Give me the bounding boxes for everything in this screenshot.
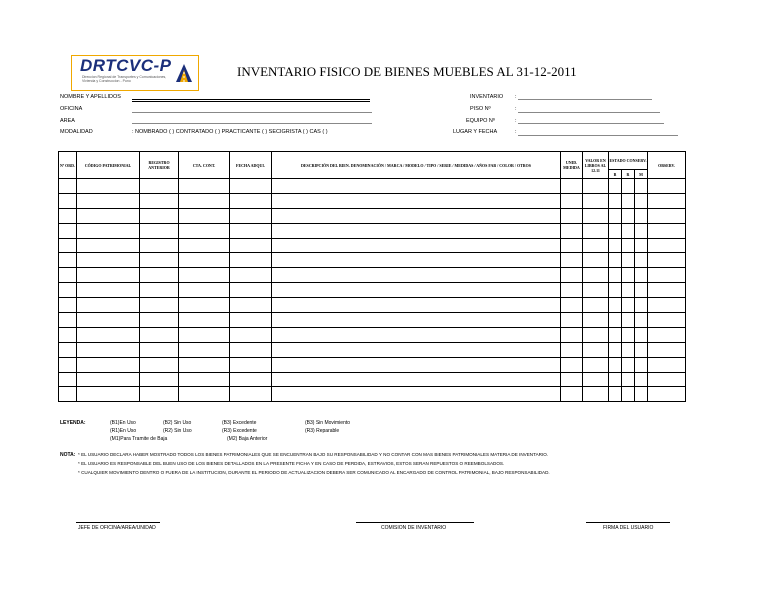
table-cell[interactable] (140, 298, 179, 313)
nota-line: * EL USUARIO ES RESPONSABLE DEL BUEN USO DE LOS BIENES DETALLADOS EN LA PRESENTE FICHA Y EN CASO DE PERDIDA, ESTRAVIOS, ESTOS SERAN REPUESTOS O REEMBOLSADOS. (78, 461, 505, 466)
nota-line: * EL USUARIO DECLARA HABER MOSTRADO TODOS LOS BIENES PATRIMONIALES QUE SE ENCUENTRAN BAJO SU RESPONSABILIDAD Y NO CONTAR CON MAS BIENES PATRIMONIALES MATERIA DE INVENTARIO. (78, 452, 549, 457)
table-cell[interactable] (77, 193, 140, 208)
field-piso-line[interactable] (518, 112, 660, 113)
field-label-modalidad: MODALIDAD (60, 129, 93, 135)
leyenda-item: (R3) Excedente (222, 428, 257, 434)
table-row (59, 179, 686, 194)
table-cell[interactable] (140, 179, 179, 194)
table-cell[interactable] (59, 327, 77, 342)
header-nro: Nº ORD. (59, 152, 77, 179)
table-cell[interactable] (561, 313, 583, 328)
table-cell[interactable] (561, 372, 583, 387)
field-label-nombre: NOMBRE Y APELLIDOS (60, 94, 121, 100)
table-cell[interactable] (622, 238, 635, 253)
table-cell[interactable] (583, 193, 609, 208)
table-cell[interactable] (230, 372, 272, 387)
logo-subtitle: Direccion Regional de Transportes y Comunicaciones, Vivienda y Construccion - Puno (82, 75, 167, 83)
table-cell[interactable] (622, 298, 635, 313)
table-cell[interactable] (272, 342, 561, 357)
table-cell[interactable] (59, 283, 77, 298)
table-cell[interactable] (140, 387, 179, 402)
table-cell[interactable] (561, 193, 583, 208)
table-cell[interactable] (648, 268, 686, 283)
table-cell[interactable] (609, 387, 622, 402)
table-cell[interactable] (622, 208, 635, 223)
table-cell[interactable] (179, 179, 230, 194)
table-cell[interactable] (609, 238, 622, 253)
table-cell[interactable] (622, 268, 635, 283)
table-cell[interactable] (622, 179, 635, 194)
table-cell[interactable] (230, 387, 272, 402)
table-row (59, 387, 686, 402)
table-cell[interactable] (140, 342, 179, 357)
table-cell[interactable] (583, 238, 609, 253)
table-cell[interactable] (648, 387, 686, 402)
leyenda-item: (M2) Baja Anterior (227, 436, 268, 442)
signature-line-jefe[interactable] (76, 522, 160, 523)
table-cell[interactable] (140, 208, 179, 223)
table-cell[interactable] (179, 208, 230, 223)
table-cell[interactable] (583, 268, 609, 283)
table-cell[interactable] (635, 357, 648, 372)
table-cell[interactable] (77, 283, 140, 298)
table-cell[interactable] (272, 298, 561, 313)
field-equipo-line[interactable] (518, 123, 664, 124)
table-cell[interactable] (140, 193, 179, 208)
leyenda-item: (M1)Para Tramite de Baja (110, 436, 168, 442)
table-cell[interactable] (583, 313, 609, 328)
table-cell[interactable] (635, 313, 648, 328)
table-cell[interactable] (622, 342, 635, 357)
table-cell[interactable] (77, 238, 140, 253)
table-cell[interactable] (609, 268, 622, 283)
leyenda-item: (B2) Sin Uso (163, 420, 192, 426)
table-cell[interactable] (230, 342, 272, 357)
table-cell[interactable] (140, 372, 179, 387)
table-cell[interactable] (561, 298, 583, 313)
table-cell[interactable] (609, 253, 622, 268)
leyenda-item: (B3) Excedente (222, 420, 257, 426)
table-row (59, 223, 686, 238)
table-cell[interactable] (622, 253, 635, 268)
table-cell[interactable] (561, 327, 583, 342)
table-cell[interactable] (179, 253, 230, 268)
field-nombre-line[interactable] (132, 99, 370, 100)
table-cell[interactable] (179, 327, 230, 342)
table-cell[interactable] (635, 387, 648, 402)
table-cell[interactable] (635, 298, 648, 313)
nota-line: * CUALQUIER MOVIMIENTO DENTRO O FUERA DE LA INSTITUCION, DURANTE EL PERIODO DE ACTUALIZACION DEBERA SER COMUNICADO AL ENCARGADO DE CONTROL PATRIMONIAL, BAJO RESPONSABILIDAD. (78, 470, 550, 475)
leyenda-item: (R3) Reparable (305, 428, 340, 434)
header-estado: ESTADO CONSERV. (609, 152, 648, 170)
table-cell[interactable] (561, 387, 583, 402)
table-cell[interactable] (635, 327, 648, 342)
table-cell[interactable] (272, 327, 561, 342)
table-cell[interactable] (179, 223, 230, 238)
leyenda-label: LEYENDA: (60, 420, 86, 426)
table-row (59, 357, 686, 372)
table-cell[interactable] (179, 342, 230, 357)
table-cell[interactable] (583, 357, 609, 372)
table-cell[interactable] (622, 327, 635, 342)
modalidad-options[interactable]: : NOMBRADO ( ) CONTRATADO ( ) PRACTICANTE ( ) SECIGRISTA ( ) CAS ( ) (132, 129, 328, 135)
header-codigo: CÓDIGO PATRIMONIAL (77, 152, 140, 179)
table-cell[interactable] (609, 179, 622, 194)
logo-text: DRTCVC-P (80, 56, 172, 75)
table-cell[interactable] (635, 238, 648, 253)
table-cell[interactable] (77, 387, 140, 402)
table-cell[interactable] (561, 342, 583, 357)
table-cell[interactable] (635, 208, 648, 223)
table-cell[interactable] (230, 283, 272, 298)
table-cell[interactable] (59, 179, 77, 194)
table-cell[interactable] (561, 268, 583, 283)
table-cell[interactable] (59, 238, 77, 253)
road-icon (174, 62, 194, 84)
table-cell[interactable] (609, 193, 622, 208)
field-label-lugar-fecha: LUGAR Y FECHA (453, 129, 498, 135)
table-row (59, 327, 686, 342)
table-cell[interactable] (77, 327, 140, 342)
table-cell[interactable] (230, 298, 272, 313)
table-cell[interactable] (583, 253, 609, 268)
table-cell[interactable] (648, 238, 686, 253)
field-label-oficina: OFICINA (60, 106, 83, 112)
table-cell[interactable] (140, 253, 179, 268)
table-cell[interactable] (561, 357, 583, 372)
table-cell[interactable] (179, 193, 230, 208)
table-cell[interactable] (140, 357, 179, 372)
field-oficina-line[interactable] (132, 112, 372, 113)
table-cell[interactable] (230, 238, 272, 253)
table-cell[interactable] (59, 193, 77, 208)
table-cell[interactable] (635, 283, 648, 298)
table-cell[interactable] (635, 372, 648, 387)
table-cell[interactable] (561, 238, 583, 253)
table-cell[interactable] (648, 223, 686, 238)
table-cell[interactable] (77, 253, 140, 268)
table-cell[interactable] (648, 179, 686, 194)
signature-line-comision[interactable] (356, 522, 474, 523)
table-cell[interactable] (272, 223, 561, 238)
table-cell[interactable] (59, 298, 77, 313)
table-cell[interactable] (609, 208, 622, 223)
table-cell[interactable] (179, 313, 230, 328)
table-cell[interactable] (230, 208, 272, 223)
table-cell[interactable] (272, 357, 561, 372)
nota-label: NOTA: (60, 452, 76, 458)
table-cell[interactable] (648, 208, 686, 223)
table-cell[interactable] (635, 223, 648, 238)
table-cell[interactable] (272, 268, 561, 283)
table-cell[interactable] (648, 357, 686, 372)
table-cell[interactable] (77, 298, 140, 313)
table-cell[interactable] (230, 179, 272, 194)
table-cell[interactable] (648, 313, 686, 328)
table-cell[interactable] (59, 313, 77, 328)
leyenda-item: (R2) Sin Uso (163, 428, 192, 434)
table-cell[interactable] (272, 238, 561, 253)
table-row (59, 313, 686, 328)
header-fecha: FECHA ADQUI. (230, 152, 272, 179)
field-label-equipo: EQUIPO Nº (466, 118, 495, 124)
table-cell[interactable] (648, 372, 686, 387)
table-cell[interactable] (179, 372, 230, 387)
table-row (59, 193, 686, 208)
table-cell[interactable] (583, 298, 609, 313)
table-cell[interactable] (635, 268, 648, 283)
field-inventario-line[interactable] (518, 99, 652, 100)
table-cell[interactable] (609, 342, 622, 357)
signature-label-comision: COMISION DE INVENTARIO (381, 525, 447, 531)
header-observ: OBSERV. (648, 152, 686, 179)
table-row (59, 208, 686, 223)
field-label-inventario: INVENTARIO (470, 94, 504, 100)
table-cell[interactable] (648, 253, 686, 268)
table-cell[interactable] (272, 208, 561, 223)
header-estado-r: R (622, 170, 635, 179)
table-cell[interactable] (561, 253, 583, 268)
table-cell[interactable] (140, 268, 179, 283)
signature-label-jefe: JEFE DE OFICINA/AREA/UNIDAD (78, 525, 156, 531)
table-cell[interactable] (77, 357, 140, 372)
table-row (59, 253, 686, 268)
table-cell[interactable] (272, 253, 561, 268)
table-cell[interactable] (77, 179, 140, 194)
table-cell[interactable] (59, 268, 77, 283)
table-cell[interactable] (583, 372, 609, 387)
leyenda-item: (B3) Sin Movimiento (305, 420, 351, 426)
table-cell[interactable] (179, 268, 230, 283)
table-cell[interactable] (609, 327, 622, 342)
table-cell[interactable] (648, 342, 686, 357)
table-row (59, 268, 686, 283)
table-cell[interactable] (59, 342, 77, 357)
logo (71, 55, 199, 91)
field-label-area: AREA (60, 118, 75, 124)
table-cell[interactable] (179, 238, 230, 253)
table-cell[interactable] (179, 283, 230, 298)
table-cell[interactable] (140, 238, 179, 253)
table-cell[interactable] (609, 283, 622, 298)
table-cell[interactable] (609, 357, 622, 372)
table-cell[interactable] (583, 179, 609, 194)
leyenda-item: (B1)En Uso (110, 420, 136, 426)
table-cell[interactable] (230, 268, 272, 283)
table-cell[interactable] (59, 208, 77, 223)
table-cell[interactable] (272, 387, 561, 402)
table-cell[interactable] (648, 283, 686, 298)
table-cell[interactable] (179, 387, 230, 402)
table-cell[interactable] (272, 283, 561, 298)
table-row (59, 238, 686, 253)
field-lugar-fecha-line[interactable] (518, 135, 678, 136)
table-cell[interactable] (609, 298, 622, 313)
table-cell[interactable] (622, 357, 635, 372)
table-cell[interactable] (59, 372, 77, 387)
table-cell[interactable] (583, 327, 609, 342)
table-cell[interactable] (230, 253, 272, 268)
table-cell[interactable] (179, 357, 230, 372)
table-cell[interactable] (561, 223, 583, 238)
table-cell[interactable] (635, 253, 648, 268)
table-cell[interactable] (77, 313, 140, 328)
document-title: INVENTARIO FISICO DE BIENES MUEBLES AL 31-12-2011 (237, 64, 577, 79)
table-cell[interactable] (59, 253, 77, 268)
table-row (59, 283, 686, 298)
table-cell[interactable] (622, 387, 635, 402)
table-cell[interactable] (561, 283, 583, 298)
table-cell[interactable] (140, 313, 179, 328)
field-label-piso: PISO Nº (470, 106, 491, 112)
table-cell[interactable] (635, 342, 648, 357)
table-cell[interactable] (561, 179, 583, 194)
table-cell[interactable] (230, 357, 272, 372)
table-row (59, 342, 686, 357)
header-cta: CTA. CONT. (179, 152, 230, 179)
table-cell[interactable] (230, 313, 272, 328)
table-cell[interactable] (230, 193, 272, 208)
table-cell[interactable] (272, 193, 561, 208)
table-cell[interactable] (140, 283, 179, 298)
table-cell[interactable] (583, 283, 609, 298)
table-cell[interactable] (648, 298, 686, 313)
header-descripcion: DESCRIPCIÓN DEL BIEN. DENOMINACIÓN / MARCA / MODELO / TIPO / SERIE / MEDIDAS / AÑOS FAB / COLOR / OTROS (272, 152, 561, 179)
table-cell[interactable] (272, 313, 561, 328)
table-cell[interactable] (77, 372, 140, 387)
table-cell[interactable] (230, 327, 272, 342)
table-cell[interactable] (230, 223, 272, 238)
table-cell[interactable] (77, 208, 140, 223)
signature-line-usuario[interactable] (586, 522, 670, 523)
table-cell[interactable] (272, 179, 561, 194)
field-area-line[interactable] (132, 123, 372, 124)
header-registro: REGISTRO ANTERIOR (140, 152, 179, 179)
table-cell[interactable] (561, 208, 583, 223)
table-cell[interactable] (179, 298, 230, 313)
table-row (59, 298, 686, 313)
table-cell[interactable] (77, 223, 140, 238)
table-cell[interactable] (622, 313, 635, 328)
table-cell[interactable] (648, 327, 686, 342)
leyenda-item: (R1)En Uso (110, 428, 137, 434)
table-cell[interactable] (609, 223, 622, 238)
table-cell[interactable] (77, 342, 140, 357)
table-cell[interactable] (609, 313, 622, 328)
table-cell[interactable] (622, 223, 635, 238)
table-row (59, 372, 686, 387)
table-cell[interactable] (59, 387, 77, 402)
table-cell[interactable] (583, 223, 609, 238)
table-cell[interactable] (140, 327, 179, 342)
table-cell[interactable] (583, 342, 609, 357)
table-cell[interactable] (622, 193, 635, 208)
table-cell[interactable] (583, 387, 609, 402)
table-cell[interactable] (59, 357, 77, 372)
table-cell[interactable] (635, 179, 648, 194)
inventory-table (58, 151, 686, 402)
signature-label-usuario: FIRMA DEL USUARIO (603, 525, 654, 531)
table-cell[interactable] (648, 193, 686, 208)
table-cell[interactable] (609, 372, 622, 387)
table-cell[interactable] (622, 283, 635, 298)
table-cell[interactable] (140, 223, 179, 238)
header-estado-m: M (635, 170, 648, 179)
header-valor: VALOR EN LIBROS AL 12.11 (583, 152, 609, 179)
table-cell[interactable] (77, 268, 140, 283)
table-cell[interactable] (59, 223, 77, 238)
header-estado-b: B (609, 170, 622, 179)
table-cell[interactable] (583, 208, 609, 223)
header-unidad: UNID. MEDIDA (561, 152, 583, 179)
table-cell[interactable] (635, 193, 648, 208)
table-cell[interactable] (622, 372, 635, 387)
table-cell[interactable] (272, 372, 561, 387)
